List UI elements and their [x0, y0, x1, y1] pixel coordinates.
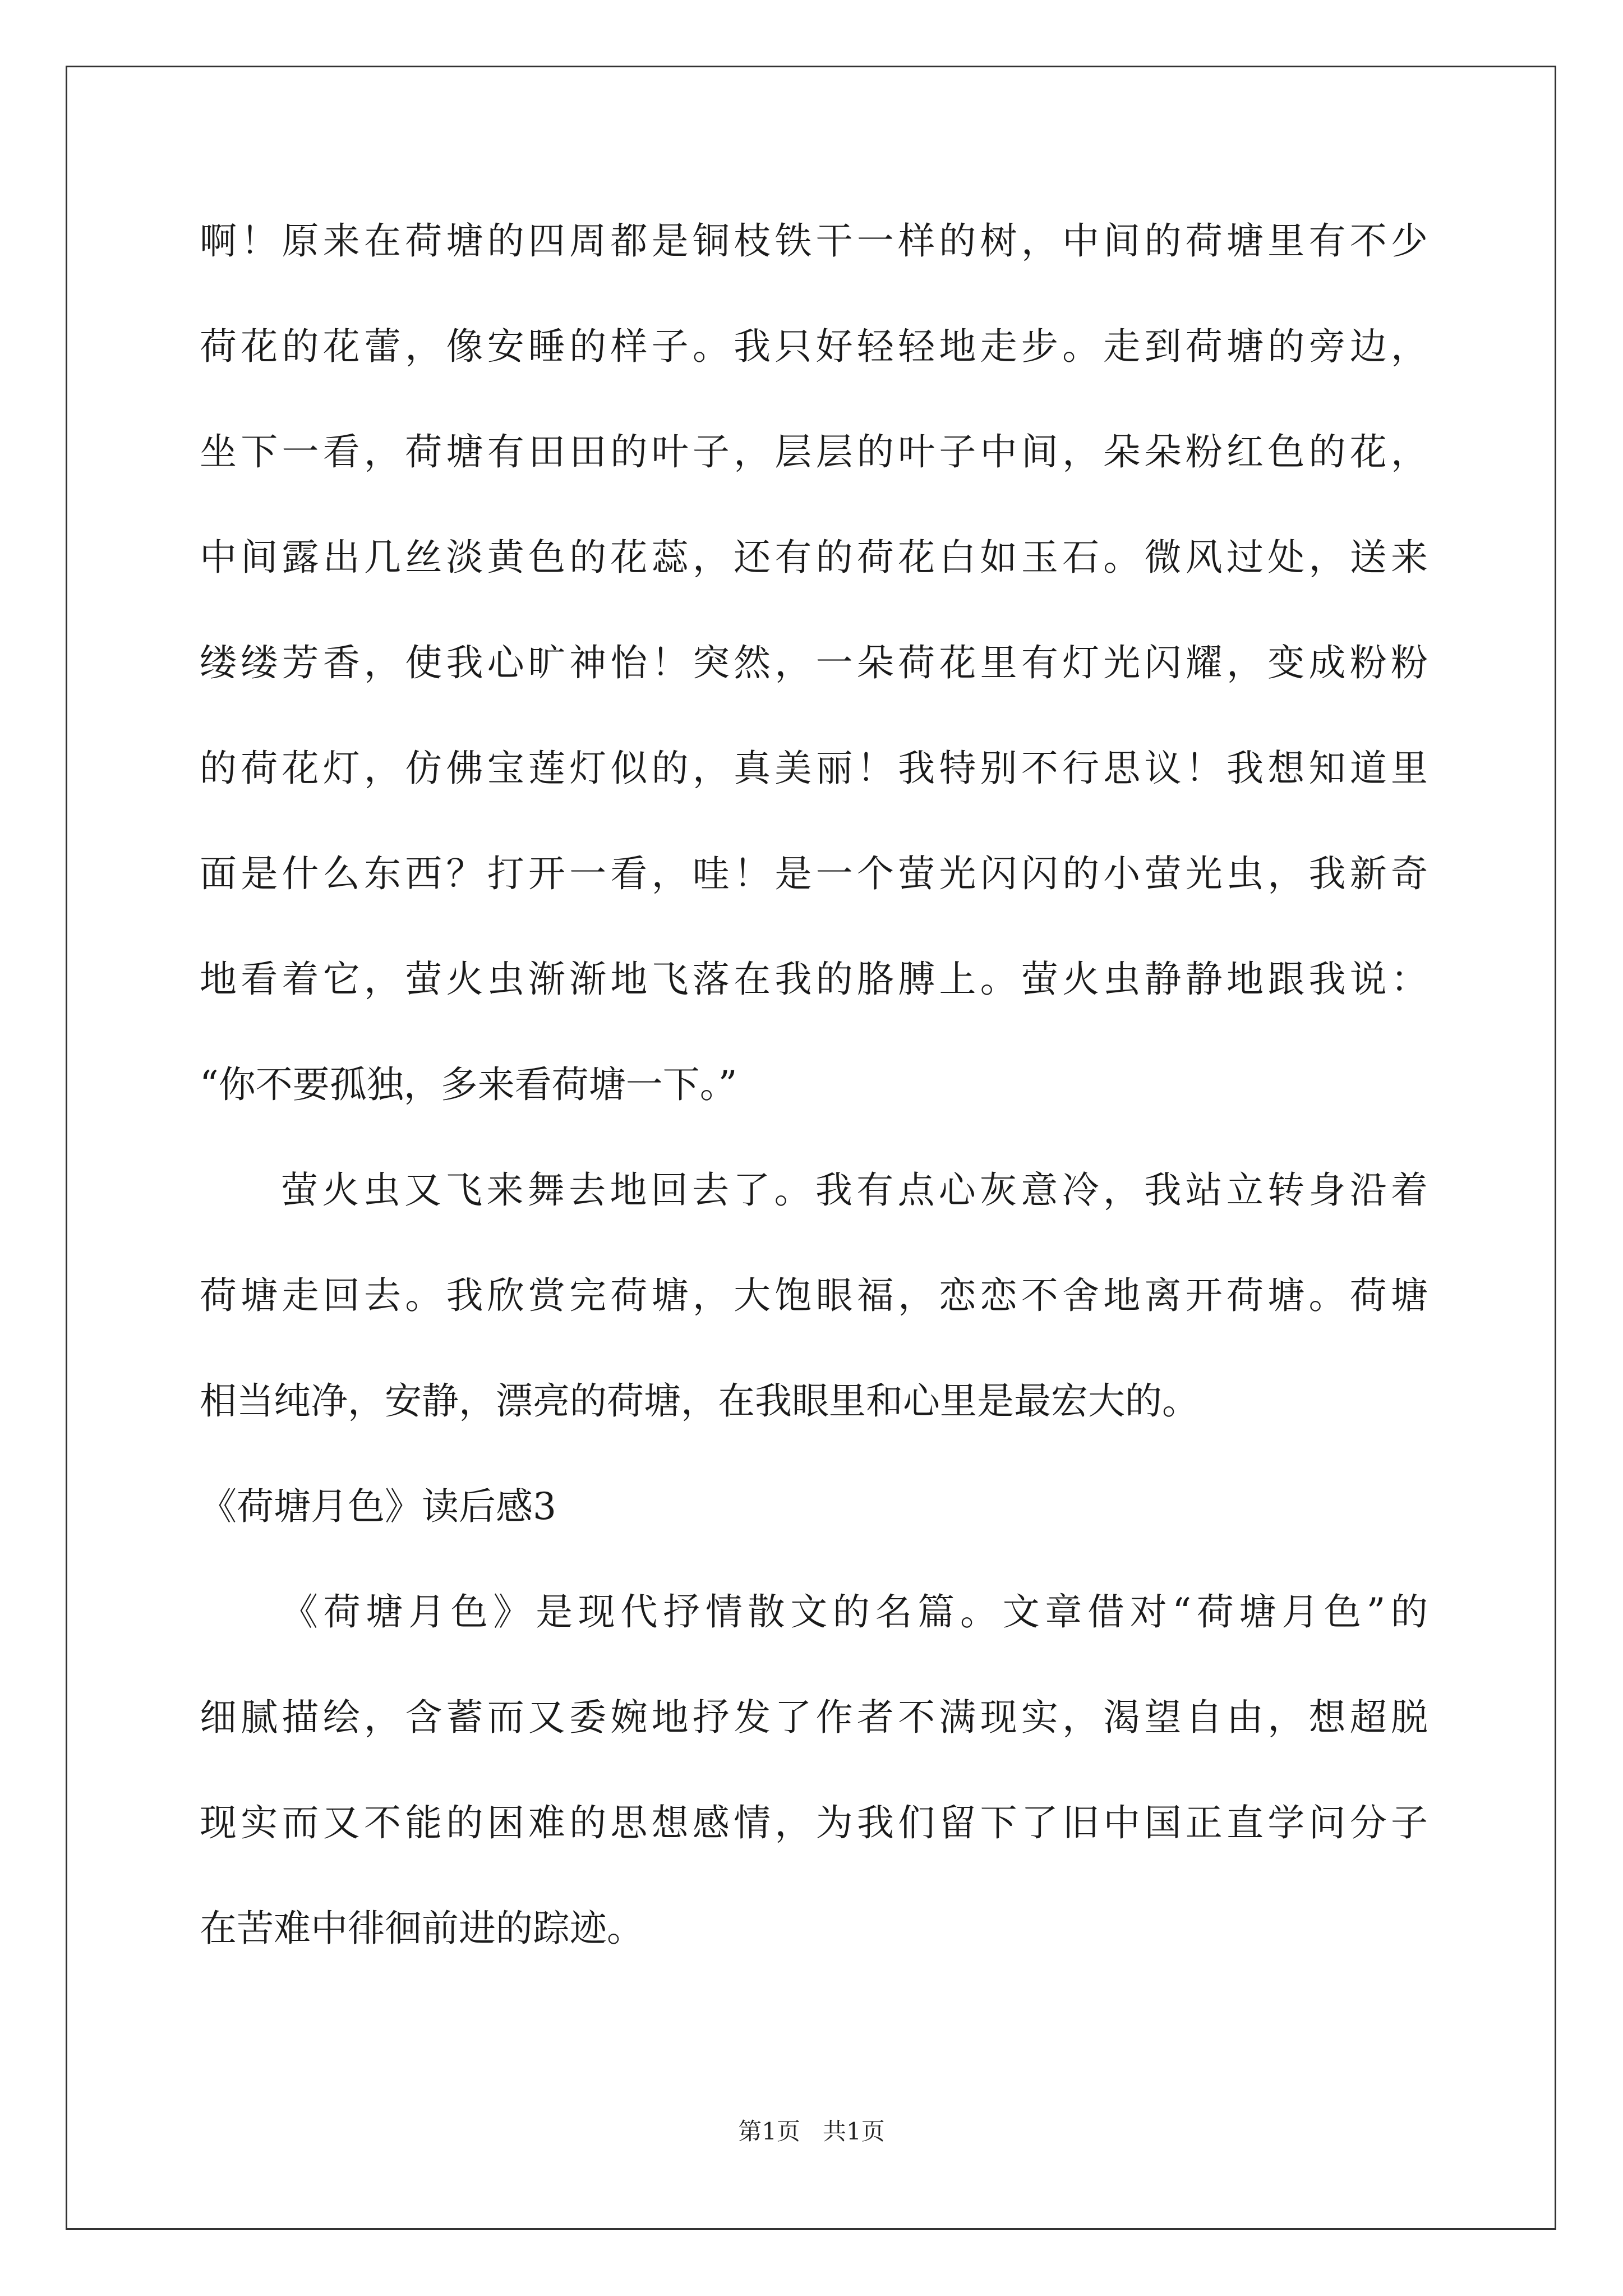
text-line: 荷花的花蕾，像安睡的样子。我只好轻轻地走步。走到荷塘的旁边， [200, 325, 1428, 368]
section-heading: 《荷塘月色》读后感3 [200, 1485, 556, 1528]
text-line: 啊！原来在荷塘的四周都是铜枝铁干一样的树，中间的荷塘里有不少 [200, 219, 1428, 263]
paragraph-start-line: 萤火虫又飞来舞去地回去了。我有点心灰意冷，我站立转身沿着 [281, 1168, 1428, 1212]
text-line: 的荷花灯，仿佛宝莲灯似的，真美丽！我特别不行思议！我想知道里 [200, 747, 1428, 790]
paragraph-start-line: 《荷塘月色》是现代抒情散文的名篇。文章借对“荷塘月色”的 [281, 1590, 1428, 1634]
text-line: 缕缕芳香，使我心旷神怡！突然，一朵荷花里有灯光闪耀，变成粉粉 [200, 641, 1428, 684]
page-number: 第1页 [738, 2118, 800, 2145]
text-line: 面是什么东西？打开一看，哇！是一个萤光闪闪的小萤光虫，我新奇 [200, 852, 1428, 895]
text-line: 荷塘走回去。我欣赏完荷塘，大饱眼福，恋恋不舍地离开荷塘。荷塘 [200, 1274, 1428, 1317]
text-line: 现实而又不能的困难的思想感情，为我们留下了旧中国正直学问分子 [200, 1801, 1428, 1844]
text-line: 在苦难中徘徊前进的踪迹。 [200, 1907, 644, 1950]
document-body [200, 208, 1428, 2000]
text-line: 细腻描绘，含蓄而又委婉地抒发了作者不满现实，渴望自由，想超脱 [200, 1696, 1428, 1739]
text-line: 相当纯净，安静，漂亮的荷塘，在我眼里和心里是最宏大的。 [200, 1379, 1199, 1423]
text-line: 中间露出几丝淡黄色的花蕊，还有的荷花白如玉石。微风过处，送来 [200, 536, 1428, 579]
page-total: 共1页 [823, 2118, 885, 2145]
text-line: 坐下一看，荷塘有田田的叶子，层层的叶子中间，朵朵粉红色的花， [200, 430, 1428, 473]
text-line: “你不要孤独，多来看荷塘一下。” [200, 1063, 737, 1106]
text-line: 地看着它，萤火虫渐渐地飞落在我的胳膊上。萤火虫静静地跟我说： [200, 958, 1428, 1001]
page-footer [0, 2115, 1623, 2148]
